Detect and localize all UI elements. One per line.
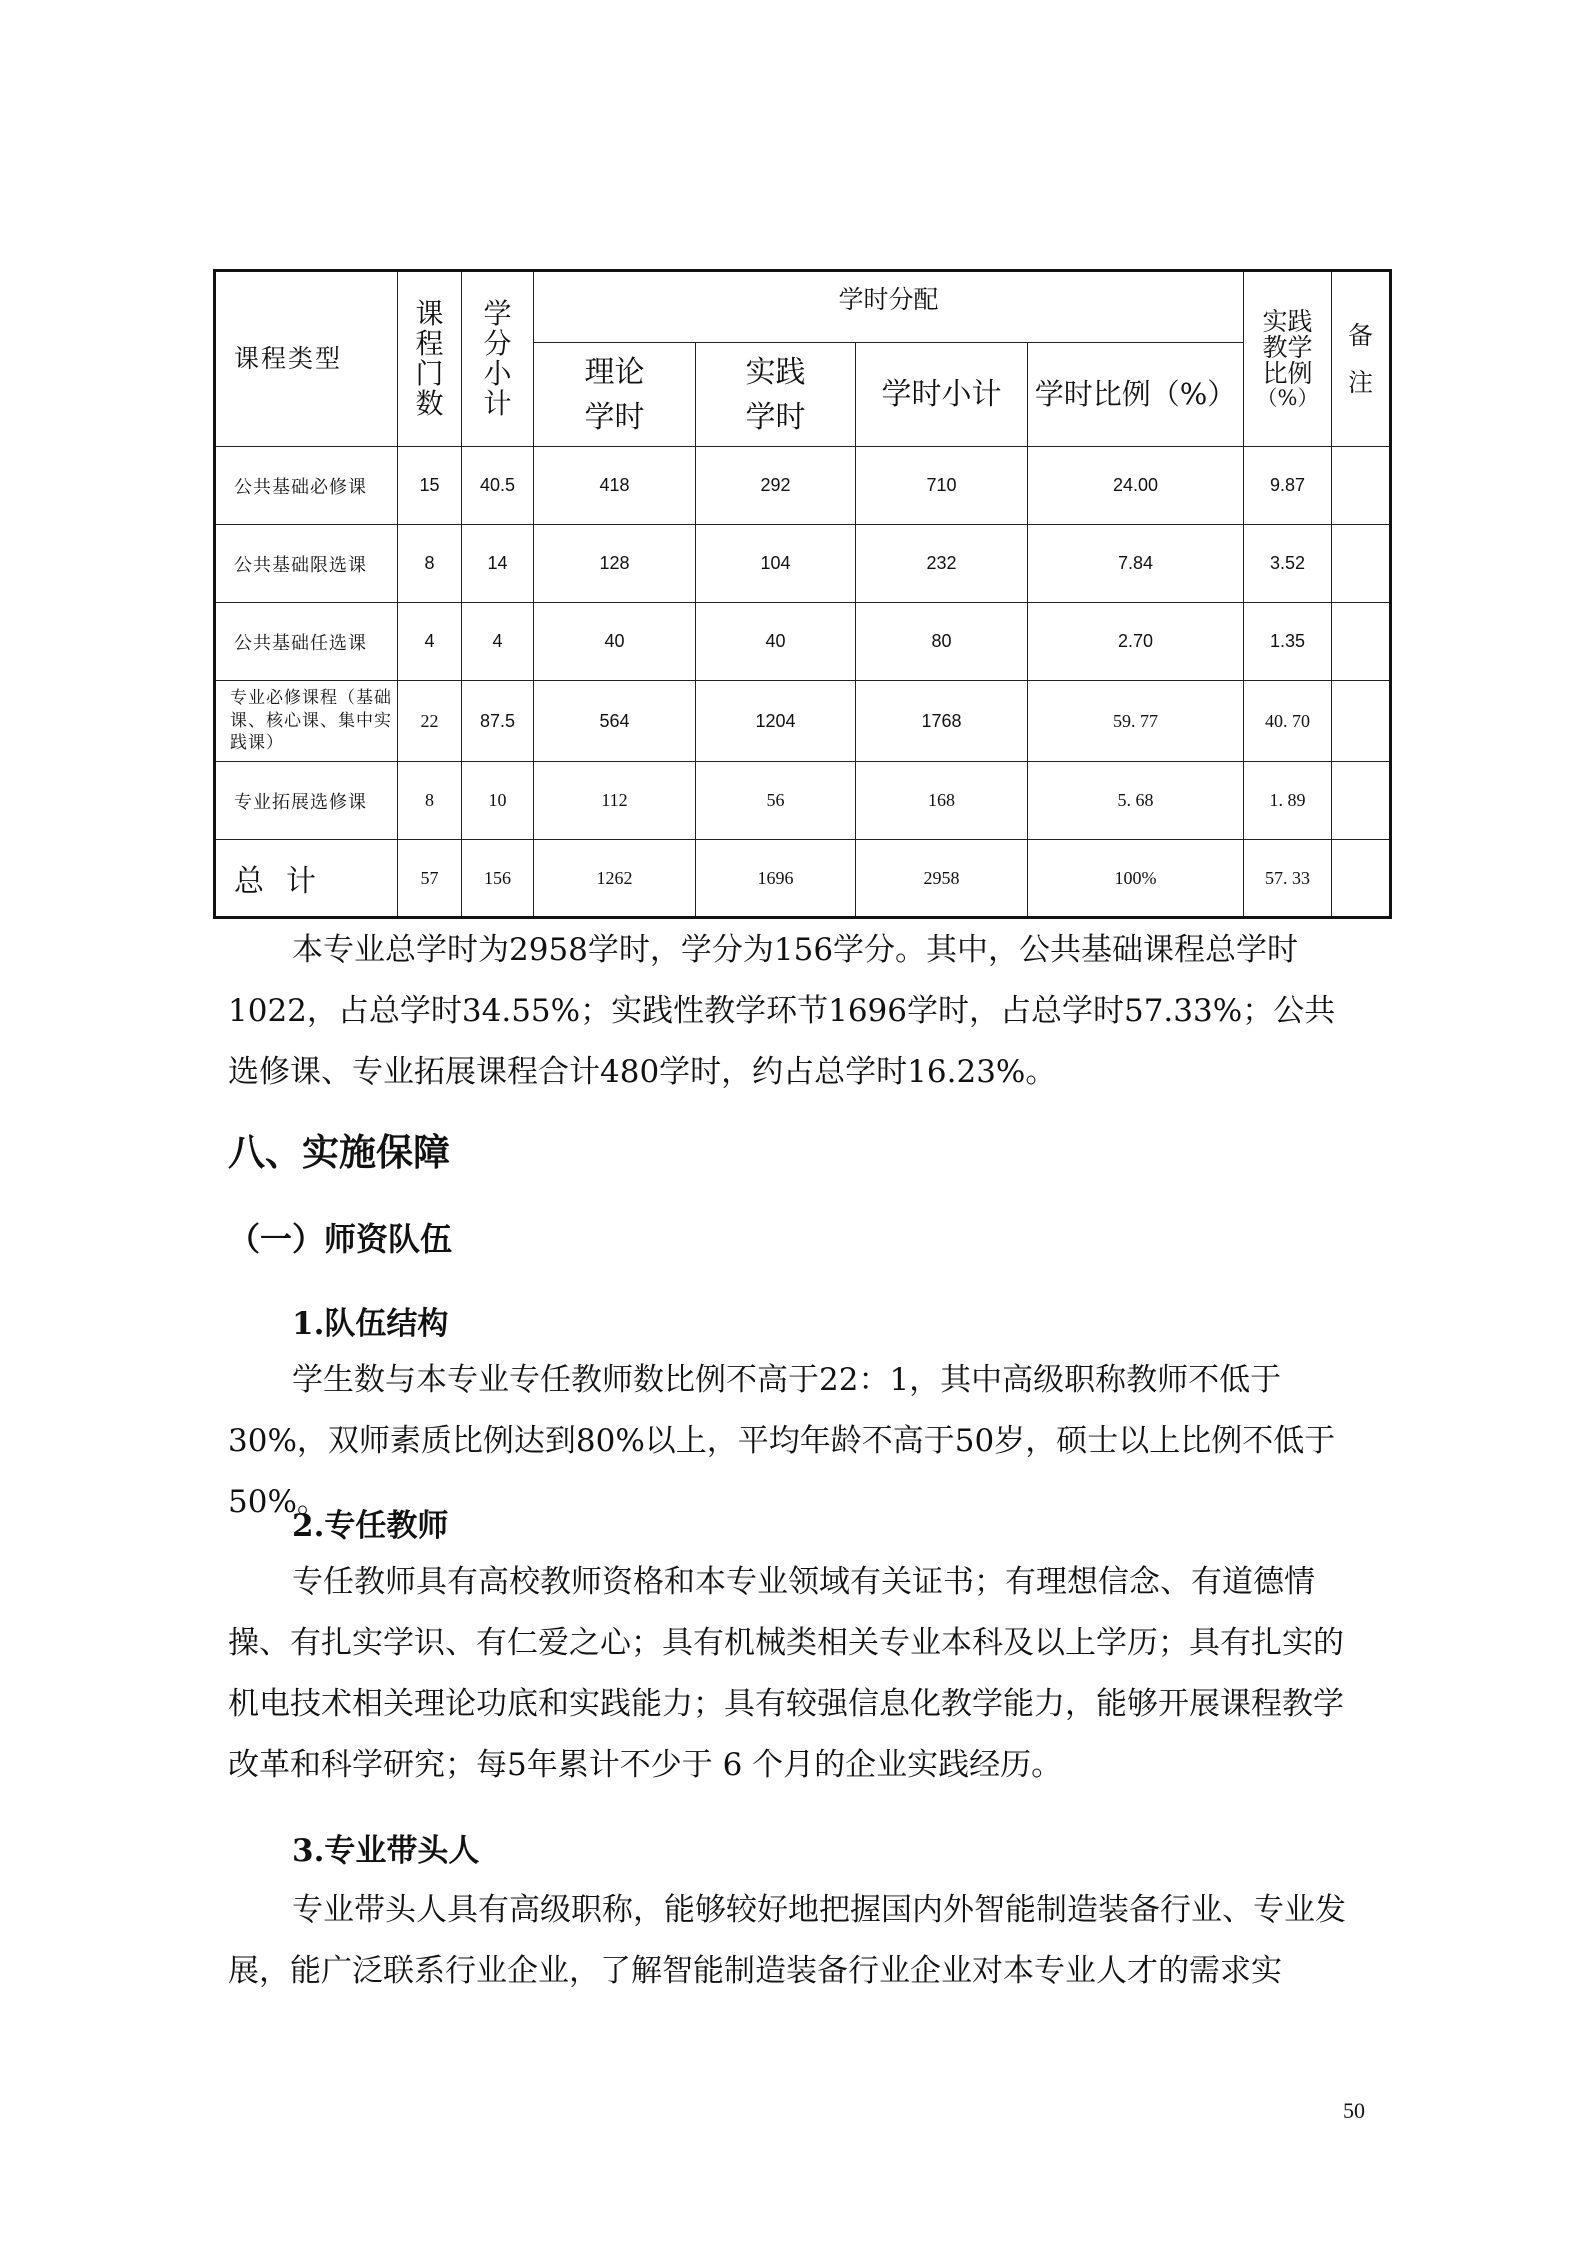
item-paragraph: 学生数与本专业专任教师数比例不高于22：1，其中高级职称教师不低于30%，双师素质比例达到80%以上，平均年龄不高于50岁，硕士以上比例不低于50%。	[228, 1362, 1336, 1520]
table-row	[215, 762, 1391, 840]
table-row	[215, 603, 1391, 681]
cell-practice-ratio: 1.35	[1244, 603, 1332, 681]
cell-theory: 418	[534, 447, 696, 525]
cell-credits: 10	[462, 762, 534, 840]
cell-remark	[1332, 603, 1391, 681]
cell-practice-ratio: 1. 89	[1244, 762, 1332, 840]
cell-practice: 1204	[696, 681, 856, 762]
curriculum-hours-table	[213, 269, 1392, 919]
item-heading: 1.队伍结构	[292, 1306, 449, 1342]
total-practice: 1696	[696, 840, 856, 918]
header-hours-ratio: 学时比例（%）	[1028, 343, 1244, 447]
table-row	[215, 681, 1391, 762]
cell-subtotal: 168	[856, 762, 1028, 840]
cell-credits: 40.5	[462, 447, 534, 525]
cell-count: 22	[398, 681, 462, 762]
cell-count: 8	[398, 525, 462, 603]
cell-ratio: 24.00	[1028, 447, 1244, 525]
cell-credits: 87.5	[462, 681, 534, 762]
cell-practice: 40	[696, 603, 856, 681]
page-number: 50	[1343, 2098, 1365, 2123]
row-label: 公共基础必修课	[215, 447, 398, 525]
header-course-count: 课程门数	[398, 271, 462, 447]
cell-remark	[1332, 681, 1391, 762]
cell-practice-ratio: 3.52	[1244, 525, 1332, 603]
header-credit-subtotal: 学分小计	[462, 271, 534, 447]
cell-ratio: 7.84	[1028, 525, 1244, 603]
total-subtotal: 2958	[856, 840, 1028, 918]
total-practice-ratio: 57. 33	[1244, 840, 1332, 918]
total-ratio: 100%	[1028, 840, 1244, 918]
header-hours-subtotal: 学时小计	[856, 343, 1028, 447]
item-paragraph: 专业带头人具有高级职称，能够较好地把握国内外智能制造装备行业、专业发展，能广泛联系行业企业，了解智能制造装备行业企业对本专业人才的需求实	[228, 1892, 1346, 1989]
cell-ratio: 2.70	[1028, 603, 1244, 681]
header-practice-ratio: 实践 教学 比例 （%）	[1244, 271, 1332, 447]
cell-remark	[1332, 525, 1391, 603]
cell-subtotal: 232	[856, 525, 1028, 603]
header-remarks: 备注	[1332, 271, 1391, 447]
table-row	[215, 525, 1391, 603]
cell-remark	[1332, 447, 1391, 525]
row-label: 公共基础任选课	[215, 603, 398, 681]
cell-ratio: 59. 77	[1028, 681, 1244, 762]
cell-remark	[1332, 762, 1391, 840]
total-remark	[1332, 840, 1391, 918]
cell-theory: 40	[534, 603, 696, 681]
cell-credits: 4	[462, 603, 534, 681]
total-count: 57	[398, 840, 462, 918]
cell-practice: 56	[696, 762, 856, 840]
header-theory-hours: 理论 学时	[534, 343, 696, 447]
table-row	[215, 447, 1391, 525]
cell-practice-ratio: 40. 70	[1244, 681, 1332, 762]
item-heading: 2.专任教师	[292, 1508, 449, 1544]
cell-count: 4	[398, 603, 462, 681]
total-theory: 1262	[534, 840, 696, 918]
header-hours-distribution: 学时分配	[534, 271, 1244, 343]
cell-practice: 104	[696, 525, 856, 603]
subsection-heading: （一）师资队伍	[228, 1220, 453, 1258]
cell-ratio: 5. 68	[1028, 762, 1244, 840]
cell-count: 15	[398, 447, 462, 525]
cell-subtotal: 1768	[856, 681, 1028, 762]
cell-subtotal: 80	[856, 603, 1028, 681]
cell-theory: 112	[534, 762, 696, 840]
total-label: 总计	[215, 840, 398, 918]
row-label: 专业必修课程（基础课、核心课、集中实践课）	[215, 681, 398, 762]
header-course-type: 课程类型	[215, 271, 398, 447]
cell-theory: 564	[534, 681, 696, 762]
cell-practice-ratio: 9.87	[1244, 447, 1332, 525]
row-label: 专业拓展选修课	[215, 762, 398, 840]
cell-practice: 292	[696, 447, 856, 525]
section-heading: 八、实施保障	[228, 1131, 450, 1174]
total-credits: 156	[462, 840, 534, 918]
cell-subtotal: 710	[856, 447, 1028, 525]
table-total-row	[215, 840, 1391, 918]
cell-theory: 128	[534, 525, 696, 603]
cell-count: 8	[398, 762, 462, 840]
cell-credits: 14	[462, 525, 534, 603]
item-paragraph: 专任教师具有高校教师资格和本专业领域有关证书；有理想信念、有道德情操、有扎实学识、有仁爱之心；具有机械类相关专业本科及以上学历；具有扎实的机电技术相关理论功底和实践能力；具有较强信息化教学能力，能够开展课程教学改革和科学研究；每5年累计不少于 6 个月的企业实践经历。	[228, 1564, 1344, 1783]
item-heading: 3.专业带头人	[292, 1833, 480, 1869]
row-label: 公共基础限选课	[215, 525, 398, 603]
summary-paragraph: 本专业总学时为2958学时，学分为156学分。其中，公共基础课程总学时1022，占总学时34.55%；实践性教学环节1696学时，占总学时57.33%；公共选修课、专业拓展课程合计480学时，约占总学时16.23%。	[228, 932, 1336, 1090]
header-practice-hours: 实践 学时	[696, 343, 856, 447]
